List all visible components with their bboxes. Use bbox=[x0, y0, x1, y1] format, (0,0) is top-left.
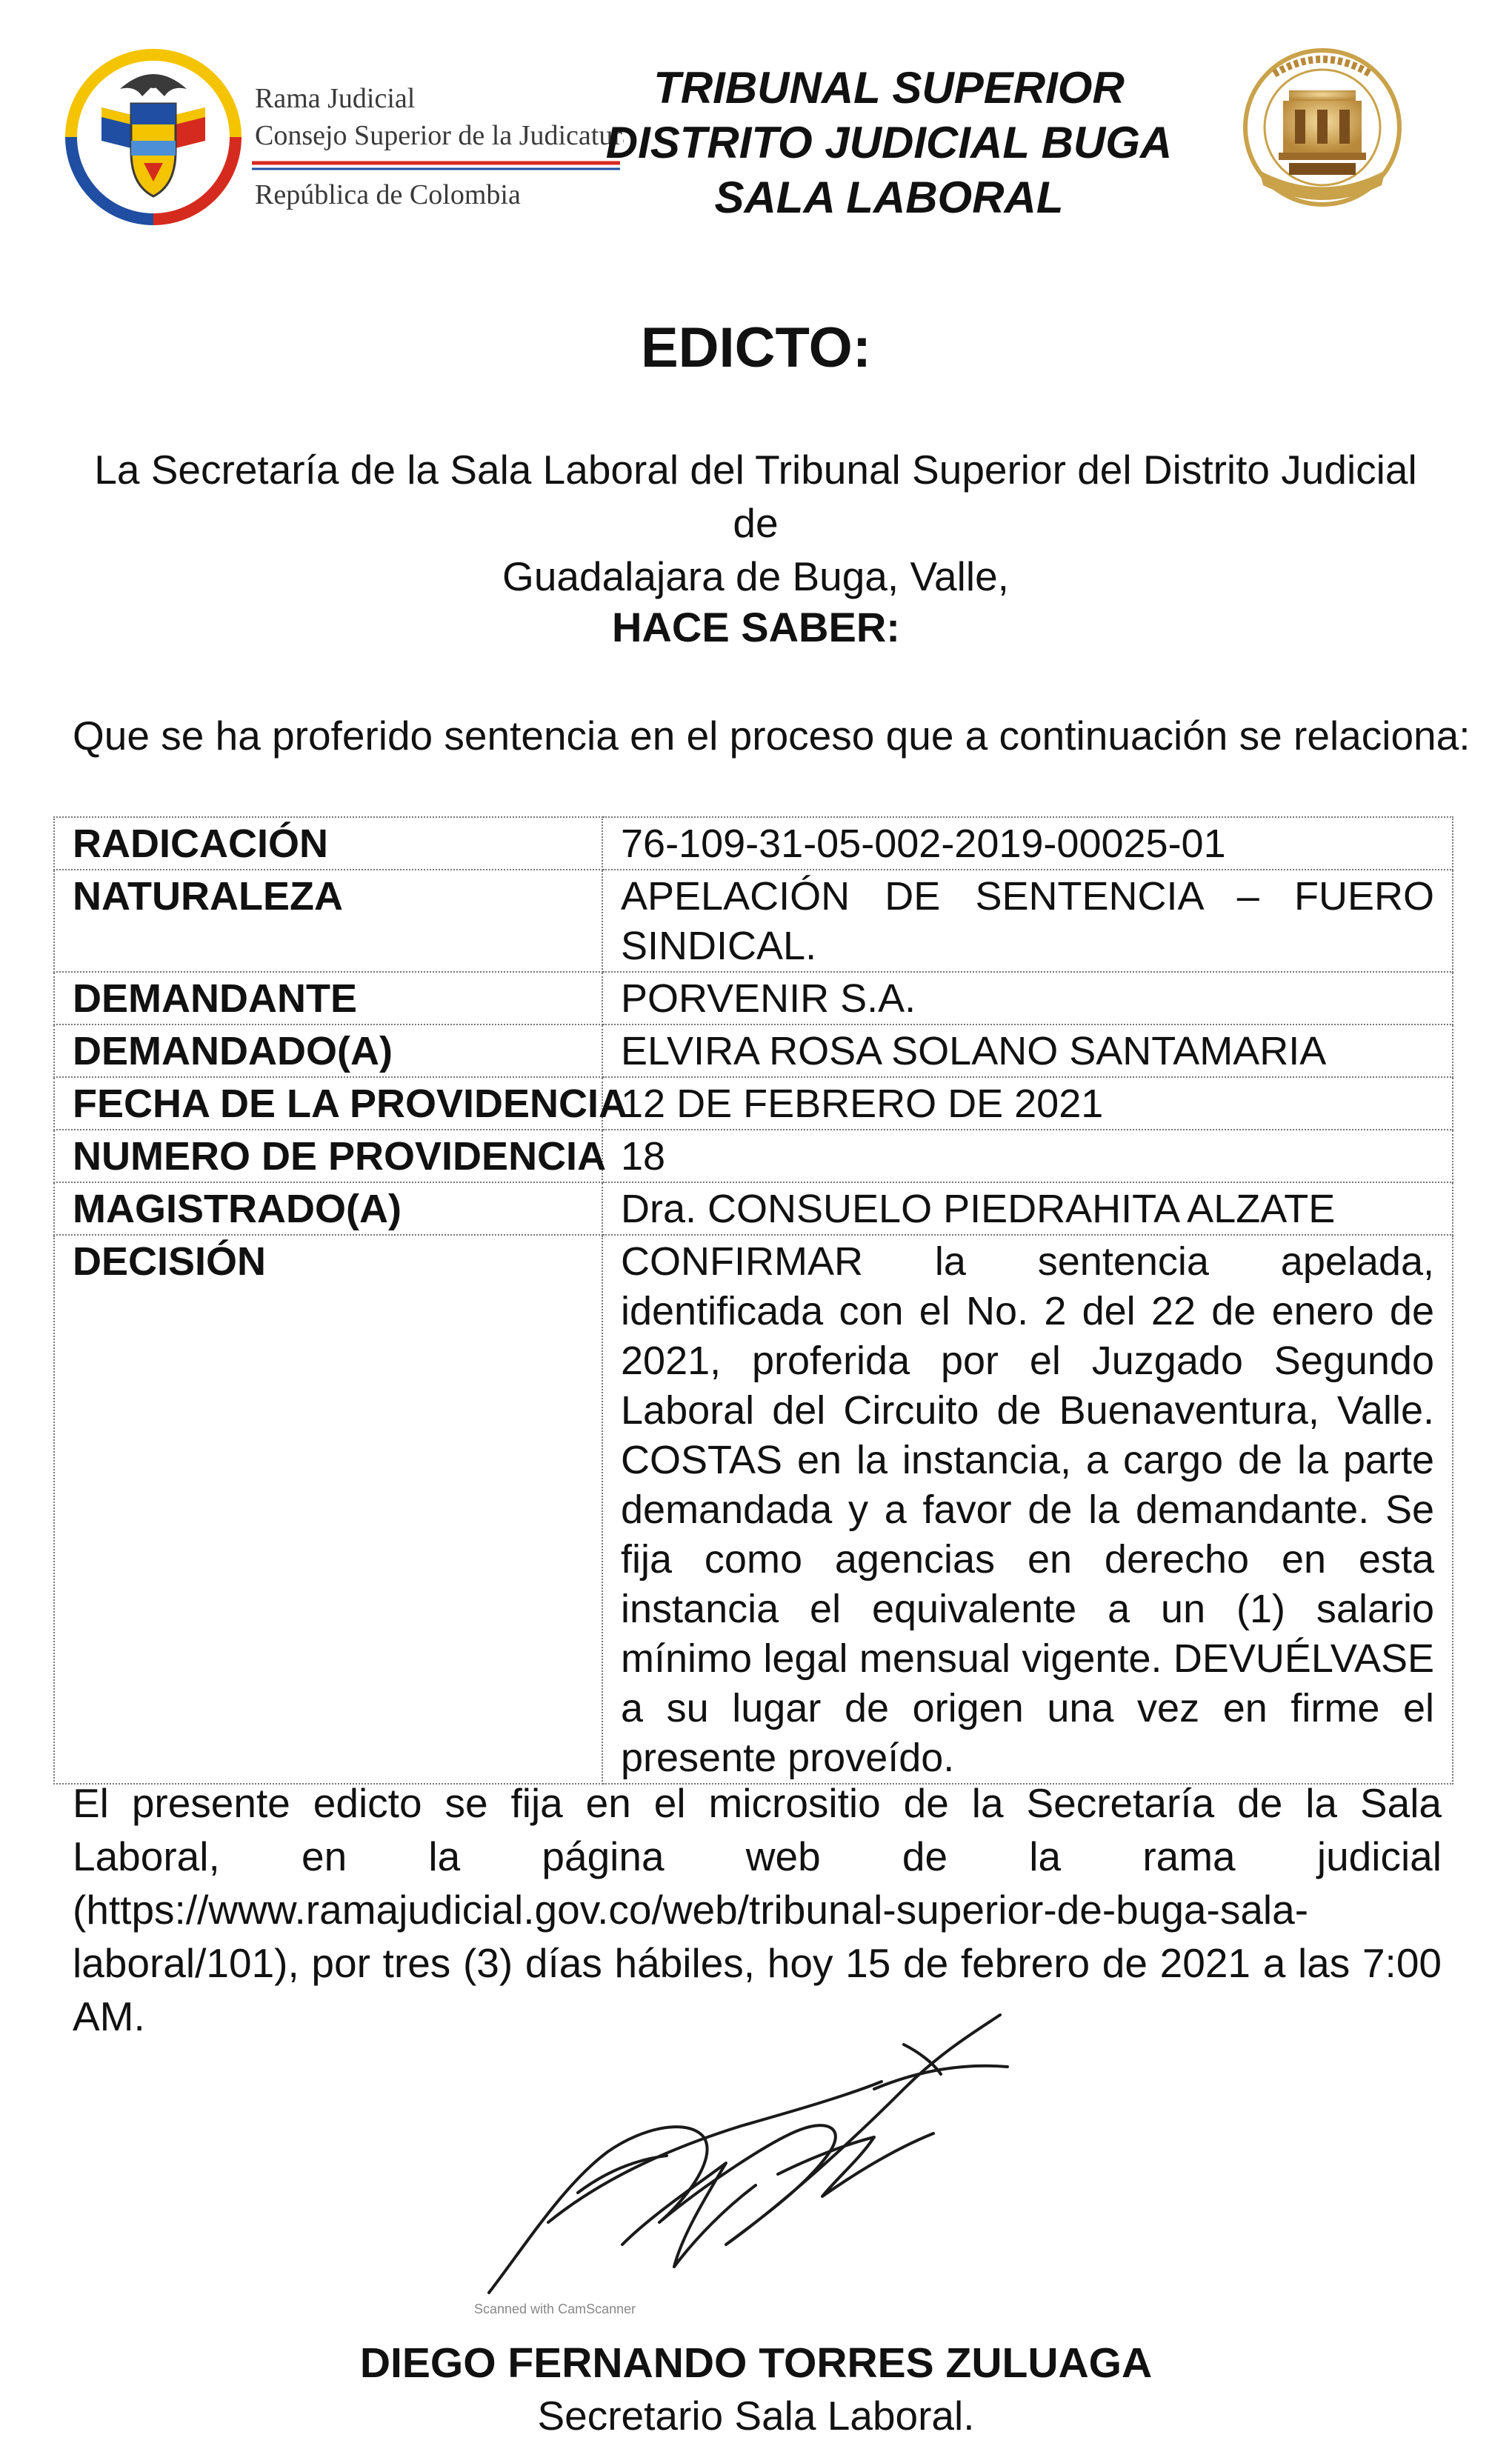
row-label: DEMANDANTE bbox=[54, 972, 602, 1024]
row-value: 18 bbox=[602, 1130, 1453, 1182]
header-title-line-2: DISTRITO JUDICIAL BUGA bbox=[605, 118, 1173, 167]
row-value: APELACIÓN DE SENTENCIA – FUERO SINDICAL. bbox=[602, 870, 1453, 972]
header-title bbox=[563, 61, 1215, 225]
table-row bbox=[54, 1024, 1453, 1077]
row-label: DEMANDADO(A) bbox=[54, 1024, 602, 1077]
row-label: NATURALEZA bbox=[54, 870, 602, 972]
details-table bbox=[53, 816, 1453, 1785]
rama-judicial-logo bbox=[61, 44, 624, 230]
table-row bbox=[54, 972, 1453, 1024]
logo-line-3: República de Colombia bbox=[255, 179, 521, 210]
row-value: Dra. CONSUELO PIEDRAHITA ALZATE bbox=[602, 1182, 1453, 1235]
tribunal-buga-seal-icon bbox=[1230, 44, 1415, 215]
intro-line-2: Guadalajara de Buga, Valle, bbox=[502, 553, 1009, 599]
table-row bbox=[54, 870, 1453, 972]
row-label: FECHA DE LA PROVIDENCIA bbox=[54, 1077, 602, 1130]
row-label: RADICACIÓN bbox=[54, 817, 602, 870]
signer-name: DIEGO FERNANDO TORRES ZULUAGA bbox=[359, 2339, 1153, 2387]
subtitle: HACE SABER: bbox=[612, 604, 900, 650]
row-value: ELVIRA ROSA SOLANO SANTAMARIA bbox=[602, 1024, 1453, 1077]
signer-role: Secretario Sala Laboral. bbox=[537, 2393, 975, 2439]
intro-line-1: La Secretaría de la Sala Laboral del Tribunal Superior del Distrito Judicial de bbox=[94, 447, 1417, 546]
intro-paragraph bbox=[74, 443, 1437, 603]
row-label: DECISIÓN bbox=[54, 1235, 602, 1784]
row-value: 12 DE FEBRERO DE 2021 bbox=[602, 1077, 1453, 1130]
table-row bbox=[54, 1182, 1453, 1235]
row-label: MAGISTRADO(A) bbox=[54, 1182, 602, 1235]
table-row bbox=[54, 1077, 1453, 1130]
row-value: PORVENIR S.A. bbox=[602, 972, 1453, 1024]
row-value: CONFIRMAR la sentencia apelada, identificada con el No. 2 del 22 de enero de 2021, proferida por el Juzgado Segundo Laboral del Circuito de Buenaventura, Valle. COSTAS en la instancia, a cargo de la parte demandada y a favor de la demandante. Se fija como agencias en derecho en esta instancia el equivalente a un (1) salario mínimo legal mensual vigente. DEVUÉLVASE a su lugar de origen una vez en firme el presente proveído. bbox=[602, 1235, 1453, 1784]
logo-line-2: Consejo Superior de la Judicatura bbox=[255, 120, 624, 151]
handwritten-signature bbox=[459, 2000, 1052, 2311]
statement-text: Que se ha proferido sentencia en el proceso que a continuación se relaciona: bbox=[73, 713, 1471, 759]
table-row bbox=[54, 1130, 1453, 1182]
camscanner-watermark: Scanned with CamScanner bbox=[474, 2302, 636, 2316]
footer-paragraph: El presente edicto se fija en el micrositio de la Secretaría de la Sala Laboral, en la página web de la rama judicial (https://www.ramajudicial.gov.co/web/tribunal-superior-de-buga-sala-laboral/101), por tres (3) días hábiles, hoy 15 de febrero de 2021 a las 7:00 AM. bbox=[73, 1780, 1442, 2039]
colombia-coat-of-arms-icon bbox=[61, 44, 624, 230]
table-row bbox=[54, 1235, 1453, 1784]
document-title: EDICTO: bbox=[640, 316, 872, 379]
row-label: NUMERO DE PROVIDENCIA bbox=[54, 1130, 602, 1182]
row-value: 76-109-31-05-002-2019-00025-01 bbox=[602, 817, 1453, 870]
logo-line-1: Rama Judicial bbox=[255, 83, 416, 114]
header-title-line-1: TRIBUNAL SUPERIOR bbox=[653, 63, 1125, 113]
header-title-line-3: SALA LABORAL bbox=[714, 173, 1064, 222]
table-row bbox=[54, 817, 1453, 870]
